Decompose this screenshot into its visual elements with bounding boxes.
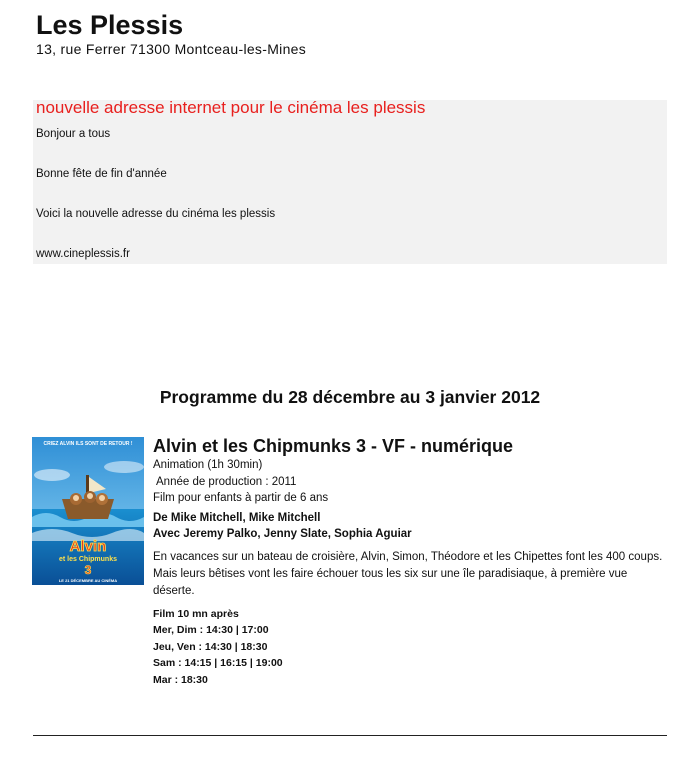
notice-line-website[interactable]: www.cineplessis.fr <box>36 248 130 260</box>
poster-subtitle: et les Chipmunks <box>59 556 117 563</box>
schedule-note: Film 10 mn après <box>153 607 239 620</box>
schedule-line: Mar : 18:30 <box>153 673 208 686</box>
cinema-header <box>36 10 306 57</box>
program-title: Programme du 28 décembre au 3 janvier 2012 <box>159 387 541 407</box>
poster-tagline: CRIEZ ALVIN ILS SONT DE RETOUR ! <box>43 441 133 447</box>
poster-number: 3 <box>84 563 92 577</box>
film-genre-duration: Animation (1h 30min) <box>153 459 263 471</box>
film-directors: De Mike Mitchell, Mike Mitchell <box>153 511 321 524</box>
notice-line-wishes: Bonne fête de fin d'année <box>36 168 167 180</box>
notice-line-greeting: Bonjour a tous <box>36 128 111 140</box>
film-title[interactable]: Alvin et les Chipmunks 3 - VF - numérique <box>153 436 514 456</box>
section-divider <box>33 735 667 736</box>
film-cast: Avec Jeremy Palko, Jenny Slate, Sophia Aguiar <box>153 527 412 540</box>
cinema-name: Les Plessis <box>36 10 184 40</box>
notice-title: nouvelle adresse internet pour le cinéma les plessis <box>36 98 426 117</box>
schedule-line: Mer, Dim : 14:30 | 17:00 <box>153 624 269 637</box>
film-poster <box>32 437 144 585</box>
cinema-address: 13, rue Ferrer 71300 Montceau-les-Mines <box>36 41 307 57</box>
schedule-line: Jeu, Ven : 14:30 | 18:30 <box>153 640 268 653</box>
poster-release: LE 21 DÉCEMBRE AU CINÉMA <box>58 578 118 583</box>
schedule-line: Sam : 14:15 | 16:15 | 19:00 <box>153 657 283 670</box>
film-production-year: Année de production : 2011 <box>156 475 297 488</box>
film-audience: Film pour enfants à partir de 6 ans <box>153 492 329 504</box>
poster-title: Alvin <box>69 538 107 555</box>
notice-box <box>33 100 667 264</box>
film-synopsis: En vacances sur un bateau de croisière, Alvin, Simon, Théodore et les Chipettes font les 400 coups. Mais leurs bêtises vont les faire échouer tous les six sur une île paradisiaque, à première vue déserte. <box>153 550 663 597</box>
film-listing <box>153 436 663 688</box>
notice-line-announcement: Voici la nouvelle adresse du cinéma les plessis <box>36 208 276 220</box>
film-schedule <box>153 606 663 689</box>
